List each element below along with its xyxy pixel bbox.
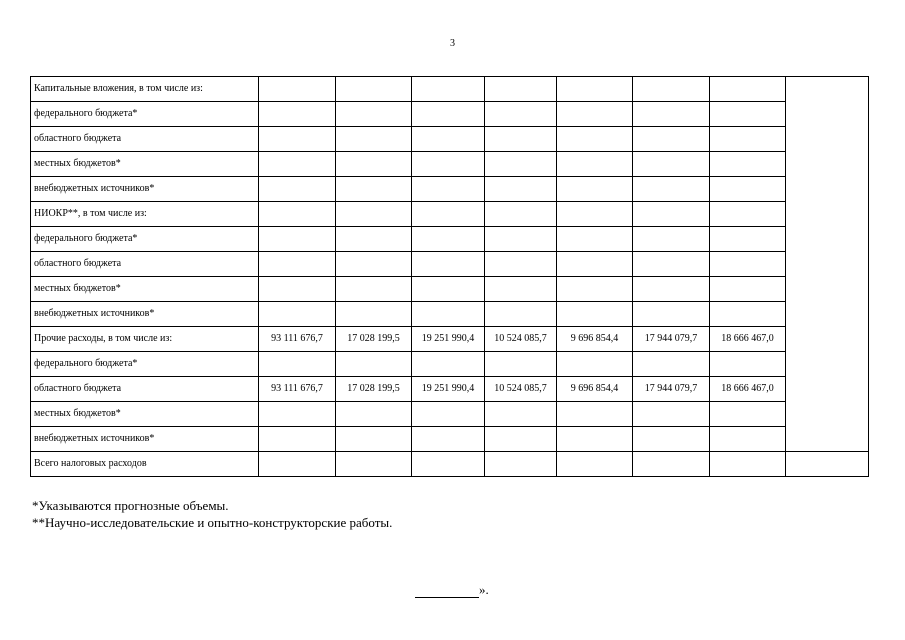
total-value-cell xyxy=(557,452,633,477)
value-cell xyxy=(412,352,485,377)
value-cell xyxy=(633,127,710,152)
value-cell xyxy=(485,77,557,102)
value-cell xyxy=(336,102,412,127)
total-value-cell xyxy=(633,452,710,477)
value-cell xyxy=(412,77,485,102)
value-cell xyxy=(557,402,633,427)
row-label: федерального бюджета* xyxy=(31,352,259,377)
total-value-cell xyxy=(412,452,485,477)
value-cell: 93 111 676,7 xyxy=(259,327,336,352)
table-row xyxy=(31,127,869,152)
value-cell xyxy=(412,152,485,177)
value-cell xyxy=(710,352,786,377)
value-cell xyxy=(633,77,710,102)
table-row xyxy=(31,102,869,127)
table-row xyxy=(31,402,869,427)
value-cell xyxy=(336,227,412,252)
value-cell xyxy=(336,152,412,177)
value-cell xyxy=(259,402,336,427)
table-row xyxy=(31,77,869,102)
value-cell: 17 028 199,5 xyxy=(336,327,412,352)
table-row xyxy=(31,177,869,202)
table-row xyxy=(31,202,869,227)
value-cell xyxy=(633,277,710,302)
value-cell xyxy=(557,152,633,177)
value-cell xyxy=(259,202,336,227)
value-cell xyxy=(259,302,336,327)
value-cell xyxy=(336,127,412,152)
value-cell: 9 696 854,4 xyxy=(557,377,633,402)
value-cell xyxy=(485,277,557,302)
table-row xyxy=(31,252,869,277)
value-cell: 17 028 199,5 xyxy=(336,377,412,402)
value-cell xyxy=(412,252,485,277)
row-label: Капитальные вложения, в том числе из: xyxy=(31,77,259,102)
value-cell xyxy=(336,77,412,102)
value-cell xyxy=(633,202,710,227)
value-cell: 93 111 676,7 xyxy=(259,377,336,402)
footnotes xyxy=(32,497,392,531)
value-cell xyxy=(412,427,485,452)
table-row xyxy=(31,227,869,252)
value-cell: 9 696 854,4 xyxy=(557,327,633,352)
row-label: внебюджетных источников* xyxy=(31,427,259,452)
value-cell xyxy=(557,277,633,302)
value-cell xyxy=(259,352,336,377)
value-cell xyxy=(710,127,786,152)
total-value-cell xyxy=(710,452,786,477)
footnote: **Научно-исследовательские и опытно-конструкторские работы. xyxy=(32,515,393,530)
value-cell xyxy=(710,102,786,127)
value-cell xyxy=(485,202,557,227)
value-cell xyxy=(633,177,710,202)
value-cell xyxy=(336,352,412,377)
row-label: областного бюджета xyxy=(31,127,259,152)
value-cell: 18 666 467,0 xyxy=(710,377,786,402)
value-cell xyxy=(336,202,412,227)
row-label: местных бюджетов* xyxy=(31,402,259,427)
value-cell xyxy=(485,252,557,277)
value-cell: 17 944 079,7 xyxy=(633,327,710,352)
value-cell xyxy=(633,427,710,452)
value-cell xyxy=(259,277,336,302)
value-cell xyxy=(710,427,786,452)
value-cell xyxy=(633,302,710,327)
value-cell xyxy=(336,277,412,302)
value-cell xyxy=(412,402,485,427)
value-cell xyxy=(633,402,710,427)
total-value-cell xyxy=(485,452,557,477)
value-cell xyxy=(259,252,336,277)
value-cell xyxy=(412,102,485,127)
value-cell xyxy=(557,202,633,227)
value-cell xyxy=(710,277,786,302)
table-row xyxy=(31,152,869,177)
row-label: НИОКР**, в том числе из: xyxy=(31,202,259,227)
footer-blank-line xyxy=(415,582,489,598)
value-cell xyxy=(633,352,710,377)
row-label: областного бюджета xyxy=(31,377,259,402)
row-label: местных бюджетов* xyxy=(31,152,259,177)
row-label: внебюджетных источников* xyxy=(31,302,259,327)
footnote: *Указываются прогнозные объемы. xyxy=(32,498,229,513)
value-cell xyxy=(259,177,336,202)
value-cell xyxy=(259,102,336,127)
value-cell xyxy=(485,152,557,177)
page-number: 3 xyxy=(450,38,455,49)
value-cell xyxy=(259,227,336,252)
value-cell xyxy=(633,152,710,177)
value-cell: 19 251 990,4 xyxy=(412,377,485,402)
table-row xyxy=(31,302,869,327)
value-cell xyxy=(557,177,633,202)
row-label: внебюджетных источников* xyxy=(31,177,259,202)
value-cell xyxy=(633,227,710,252)
value-cell xyxy=(557,302,633,327)
table-row xyxy=(31,277,869,302)
value-cell xyxy=(557,252,633,277)
value-cell: 18 666 467,0 xyxy=(710,327,786,352)
total-value-cell xyxy=(786,452,869,477)
value-cell xyxy=(485,102,557,127)
value-cell xyxy=(412,277,485,302)
value-cell xyxy=(710,302,786,327)
value-cell: 10 524 085,7 xyxy=(485,377,557,402)
value-cell xyxy=(336,302,412,327)
value-cell xyxy=(485,302,557,327)
value-cell: 19 251 990,4 xyxy=(412,327,485,352)
value-cell xyxy=(710,227,786,252)
value-cell xyxy=(485,427,557,452)
value-cell xyxy=(485,352,557,377)
value-cell xyxy=(485,402,557,427)
value-cell xyxy=(557,227,633,252)
total-row xyxy=(31,452,869,477)
value-cell xyxy=(412,202,485,227)
value-cell xyxy=(710,252,786,277)
value-cell: 10 524 085,7 xyxy=(485,327,557,352)
merged-empty-cell xyxy=(786,77,869,452)
value-cell xyxy=(485,177,557,202)
row-label: местных бюджетов* xyxy=(31,277,259,302)
value-cell xyxy=(412,302,485,327)
value-cell xyxy=(259,152,336,177)
value-cell xyxy=(336,177,412,202)
footer-text: ». xyxy=(479,582,489,597)
table-row xyxy=(31,427,869,452)
row-label: Прочие расходы, в том числе из: xyxy=(31,327,259,352)
row-label: федерального бюджета* xyxy=(31,227,259,252)
value-cell xyxy=(710,77,786,102)
table-row xyxy=(31,327,869,352)
row-label: федерального бюджета* xyxy=(31,102,259,127)
value-cell xyxy=(557,352,633,377)
value-cell xyxy=(557,102,633,127)
value-cell xyxy=(485,127,557,152)
value-cell xyxy=(259,127,336,152)
budget-table xyxy=(30,76,869,477)
value-cell xyxy=(710,177,786,202)
value-cell xyxy=(557,77,633,102)
value-cell: 17 944 079,7 xyxy=(633,377,710,402)
value-cell xyxy=(710,152,786,177)
value-cell xyxy=(412,177,485,202)
value-cell xyxy=(336,427,412,452)
value-cell xyxy=(336,402,412,427)
value-cell xyxy=(412,127,485,152)
blank-underline xyxy=(415,584,479,598)
value-cell xyxy=(259,427,336,452)
value-cell xyxy=(633,102,710,127)
table-row xyxy=(31,377,869,402)
row-label: областного бюджета xyxy=(31,252,259,277)
value-cell xyxy=(336,252,412,277)
value-cell xyxy=(557,127,633,152)
value-cell xyxy=(412,227,485,252)
total-value-cell xyxy=(259,452,336,477)
value-cell xyxy=(633,252,710,277)
value-cell xyxy=(557,427,633,452)
value-cell xyxy=(485,227,557,252)
total-row-label: Всего налоговых расходов xyxy=(31,452,259,477)
table-body xyxy=(31,77,869,477)
value-cell xyxy=(710,202,786,227)
table-row xyxy=(31,352,869,377)
total-value-cell xyxy=(336,452,412,477)
value-cell xyxy=(710,402,786,427)
value-cell xyxy=(259,77,336,102)
